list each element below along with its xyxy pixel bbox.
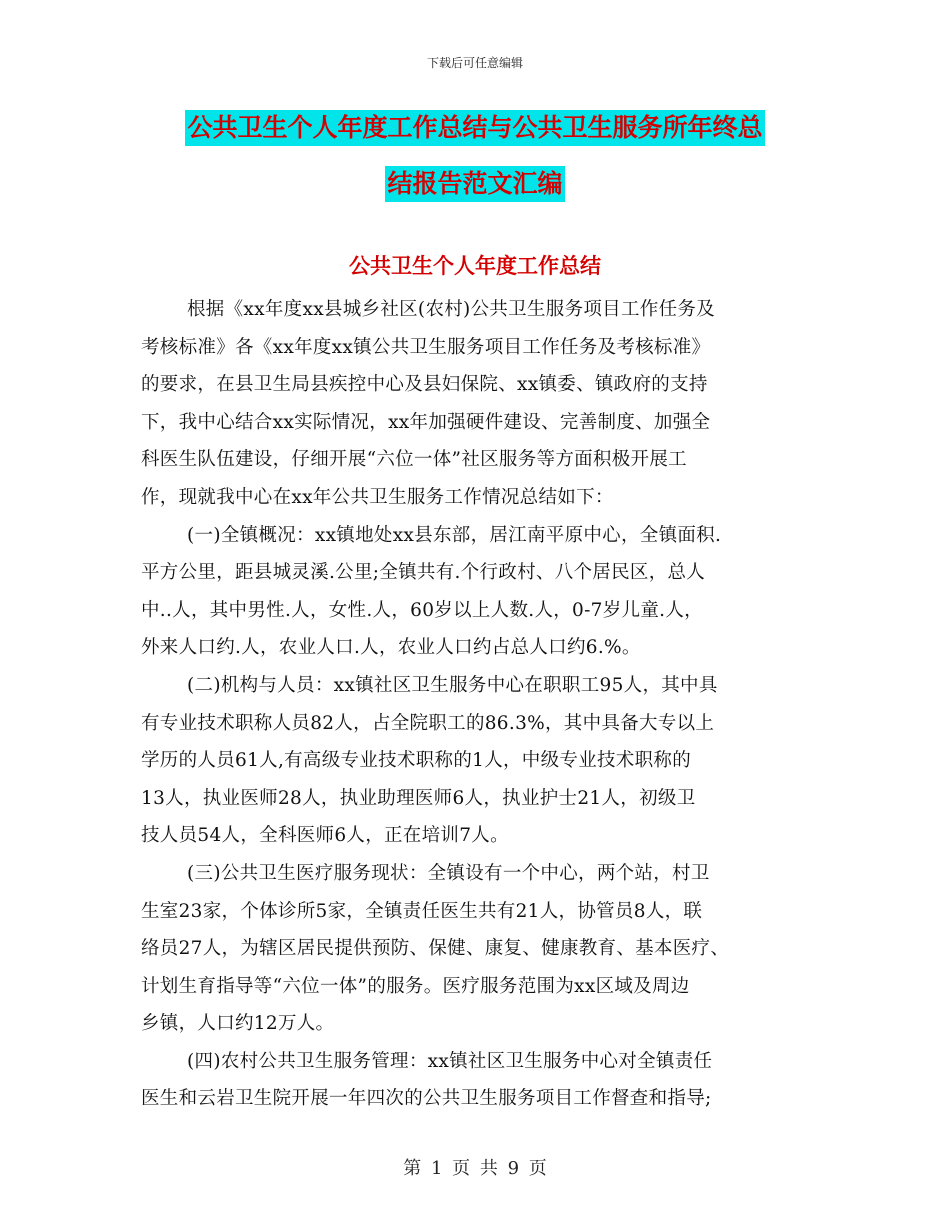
page-footer: 第 1 页 共 9 页: [403, 1158, 547, 1179]
text-line: 外来人口约.人，农业人口.人，农业人口约占总人口约6.%。: [141, 637, 641, 659]
text-line: (二)机构与人员：xx镇社区卫生服务中心在职职工95人，其中具: [187, 674, 718, 696]
paragraph-5: [141, 1043, 811, 1118]
text-line: 学历的人员61人,有高级专业技术职称的1人，中级专业技术职称的: [141, 750, 691, 772]
document-title: [0, 110, 950, 202]
text-line: 生室23家，个体诊所5家，全镇责任医生共有21人，协管员8人，联: [141, 900, 703, 922]
text-line: 科医生队伍建设，仔细开展“六位一体”社区服务等方面积极开展工: [141, 449, 687, 471]
paragraph-1: [141, 291, 811, 517]
text-line: (四)农村公共卫生服务管理：xx镇社区卫生服务中心对全镇责任: [187, 1050, 713, 1072]
document-title-line-1: 公共卫生个人年度工作总结与公共卫生服务所年终总: [185, 110, 764, 146]
text-line: 络员27人，为辖区居民提供预防、保健、康复、健康教育、基本医疗、: [141, 938, 730, 960]
text-line: 13人，执业医师28人，执业助理医师6人，执业护士21人，初级卫: [141, 787, 696, 809]
document-title-line-2: 结报告范文汇编: [385, 166, 564, 202]
body-text: [141, 291, 811, 1118]
text-line: 计划生育指导等“六位一体”的服务。医疗服务范围为xx区域及周边: [141, 975, 690, 997]
text-line: 中..人，其中男性.人，女性.人，60岁以上人数.人，0-7岁儿童.人，: [141, 599, 703, 621]
text-line: 下，我中心结合xx实际情况，xx年加强硬件建设、完善制度、加强全: [141, 411, 711, 433]
text-line: (三)公共卫生医疗服务现状：全镇设有一个中心，两个站，村卫: [187, 862, 710, 884]
text-line: 乡镇，人口约12万人。: [141, 1013, 335, 1035]
text-line: 作，现就我中心在xx年公共卫生服务工作情况总结如下：: [141, 486, 614, 508]
paragraph-4: [141, 855, 811, 1043]
text-line: 考核标准》各《xx年度xx镇公共卫生服务项目工作任务及考核标准》: [141, 336, 711, 358]
section-title: 公共卫生个人年度工作总结: [349, 254, 601, 278]
text-line: 根据《xx年度xx县城乡社区(农村)公共卫生服务项目工作任务及: [187, 299, 715, 320]
text-line: 有专业技术职称人员82人，占全院职工的86.3%，其中具备大专以上: [141, 712, 715, 734]
paragraph-3: [141, 667, 811, 855]
text-line: 的要求，在县卫生局县疾控中心及县妇保院、xx镇委、镇政府的支持: [141, 374, 708, 396]
text-line: 技人员54人，全科医师6人，正在培训7人。: [141, 825, 509, 847]
text-line: (一)全镇概况：xx镇地处xx县东部，居江南平原中心，全镇面积.: [187, 524, 722, 546]
text-line: 医生和云岩卫生院开展一年四次的公共卫生服务项目工作督查和指导;: [141, 1088, 712, 1110]
text-line: 平方公里，距县城灵溪.公里;全镇共有.个行政村、八个居民区，总人: [141, 562, 706, 584]
header-note: 下载后可任意编辑: [426, 56, 523, 70]
paragraph-2: [141, 517, 811, 667]
